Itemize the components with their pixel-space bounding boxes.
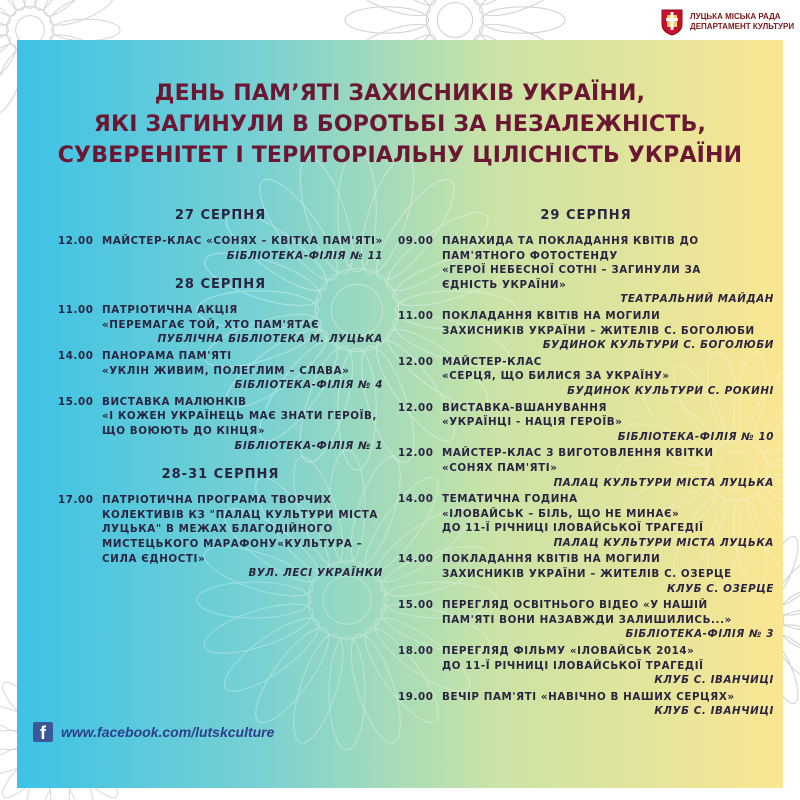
event-title-line: «СЕРЦЯ, ЩО БИЛИСЯ ЗА УКРАЇНУ»: [442, 370, 670, 383]
facebook-url[interactable]: www.facebook.com/lutskculture: [61, 724, 275, 740]
city-council-logo: [660, 8, 794, 36]
event-title-line: ВИСТАВКА-ВШАНУВАННЯ: [442, 401, 607, 414]
coat-of-arms-icon: [660, 8, 684, 36]
event-item: [58, 395, 383, 453]
date-heading: 29 СЕРПНЯ: [540, 208, 632, 223]
event-venue: БІБЛІОТЕКА-ФІЛІЯ № 4: [234, 379, 383, 392]
event-venue: ПУБЛІЧНА БІБЛІОТЕКА М. ЛУЦЬКА: [157, 333, 383, 346]
event-time: 11.00: [398, 309, 434, 322]
facebook-icon: f: [33, 722, 53, 742]
schedule-right-column: [398, 208, 774, 721]
event-title-line: МАЙСТЕР-КЛАС З ВИГОТОВЛЕННЯ КВІТКИ: [442, 447, 714, 460]
event-venue: БУДИНОК КУЛЬТУРИ С. БОГОЛЮБИ: [542, 339, 774, 352]
event-title-line: МИСТЕЦЬКОГО МАРАФОНУ«КУЛЬТУРА –: [102, 537, 363, 550]
title-line: СУВЕРЕНІТЕТ І ТЕРИТОРІАЛЬНУ ЦІЛІСНІСТЬ УКРАЇНИ: [57, 143, 743, 168]
event-item: [398, 690, 774, 719]
event-time: 18.00: [398, 645, 434, 658]
event-title-line: МАЙСТЕР-КЛАС «СОНЯХ – КВІТКА ПАМ'ЯТІ»: [102, 235, 383, 247]
event-title-line: «УКРАЇНЦІ - НАЦІЯ ГЕРОЇВ»: [442, 416, 623, 429]
date-heading: 27 СЕРПНЯ: [174, 208, 267, 223]
event-time: 19.00: [398, 690, 434, 703]
event-title-line: ЛУЦЬКА" В МЕЖАХ БЛАГОДІЙНОГО: [102, 523, 333, 536]
event-time: 11.00: [58, 304, 94, 317]
event-venue: ПАЛАЦ КУЛЬТУРИ МІСТА ЛУЦЬКА: [553, 536, 774, 549]
event-item: [398, 355, 774, 399]
event-item: [398, 644, 774, 688]
event-time: 14.00: [398, 493, 434, 506]
event-time: 09.00: [398, 235, 434, 247]
event-item: [398, 492, 774, 550]
event-title-line: СИЛА ЄДНОСТІ»: [102, 552, 206, 565]
event-title-line: МАЙСТЕР-КЛАС: [442, 355, 542, 368]
event-venue: ВУЛ. ЛЕСІ УКРАЇНКИ: [248, 567, 383, 580]
event-item: [398, 309, 774, 353]
event-title-line: ПАНОРАМА ПАМ'ЯТІ: [102, 349, 232, 362]
event-title-line: ПАТРІОТИЧНА АКЦІЯ: [102, 304, 238, 317]
event-title-line: КОЛЕКТИВІВ КЗ "ПАЛАЦ КУЛЬТУРИ МІСТА: [102, 508, 378, 521]
date-heading: 28-31 СЕРПНЯ: [161, 467, 280, 483]
event-title-line: ПЕРЕГЛЯД ФІЛЬМУ «ІЛОВАЙСЬК 2014»: [442, 645, 695, 658]
event-venue: КЛУБ С. ІВАНЧИЦІ: [654, 674, 774, 687]
event-item: [398, 446, 774, 490]
event-time: 12.00: [398, 401, 434, 414]
event-title-line: ПАМ'ЯТІ ВОНИ НАЗАВЖДИ ЗАЛИШИЛИСЬ...»: [442, 613, 732, 626]
event-title-line: «УКЛІН ЖИВИМ, ПОЛЕГЛИМ – СЛАВА»: [102, 364, 350, 377]
page-title: [17, 78, 783, 171]
event-title-line: ПАТРІОТИЧНА ПРОГРАМА ТВОРЧИХ: [102, 494, 332, 507]
event-venue: ПАЛАЦ КУЛЬТУРИ МІСТА ЛУЦЬКА: [553, 476, 774, 489]
event-title-line: «ІЛОВАЙСЬК – БІЛЬ, ЩО НЕ МИНАЄ»: [442, 507, 680, 520]
event-title-line: ПАМ'ЯТНОГО ФОТОСТЕНДУ: [442, 249, 618, 262]
event-title-line: ПАНАХИДА ТА ПОКЛАДАННЯ КВІТІВ ДО: [442, 235, 699, 247]
event-item: [398, 234, 774, 307]
event-title-line: ТЕМАТИЧНА ГОДИНА: [442, 493, 578, 506]
event-title-line: ПЕРЕГЛЯД ОСВІТНЬОГО ВІДЕО «У НАШІЙ: [442, 599, 708, 612]
event-item: [58, 303, 383, 347]
event-item: [58, 349, 383, 393]
facebook-link[interactable]: [33, 722, 274, 742]
event-item: [398, 552, 774, 596]
event-time: 17.00: [58, 494, 94, 507]
event-time: 14.00: [58, 349, 94, 362]
event-time: 15.00: [58, 395, 94, 408]
event-time: 12.00: [58, 235, 94, 247]
event-venue: БІБЛІОТЕКА-ФІЛІЯ № 11: [226, 249, 383, 262]
event-item: [58, 493, 383, 581]
event-title-line: ДО 11-Ї РІЧНИЦІ ІЛОВАЙСЬКОЇ ТРАГЕДІЇ: [442, 659, 704, 672]
event-time: 12.00: [398, 355, 434, 368]
title-line: ДЕНЬ ПАМ’ЯТІ ЗАХИСНИКІВ УКРАЇНИ,: [154, 81, 646, 106]
event-title-line: ВИСТАВКА МАЛЮНКІВ: [102, 395, 247, 408]
logo-line-2: ДЕПАРТАМЕНТ КУЛЬТУРИ: [690, 22, 795, 31]
event-title-line: ПОКЛАДАННЯ КВІТІВ НА МОГИЛИ: [442, 553, 661, 566]
event-title-line: «СОНЯХ ПАМ'ЯТІ»: [442, 461, 558, 474]
event-title-line: ЄДНІСТЬ УКРАЇНИ»: [442, 278, 567, 291]
event-venue: БІБЛІОТЕКА-ФІЛІЯ № 1: [234, 439, 383, 452]
event-title-line: ПОКЛАДАННЯ КВІТІВ НА МОГИЛИ: [442, 309, 661, 322]
event-venue: КЛУБ С. ОЗЕРЦЕ: [666, 582, 774, 595]
event-title-line: «І КОЖЕН УКРАЇНЕЦЬ МАЄ ЗНАТИ ГЕРОЇВ,: [102, 410, 377, 423]
event-title-line: «ГЕРОЇ НЕБЕСНОЇ СОТНІ – ЗАГИНУЛИ ЗА: [442, 264, 701, 277]
event-title-line: «ПЕРЕМАГАЄ ТОЙ, ХТО ПАМ'ЯТАЄ: [102, 318, 320, 331]
event-venue: БІБЛІОТЕКА-ФІЛІЯ № 3: [625, 628, 774, 641]
date-heading: 28 СЕРПНЯ: [174, 277, 267, 293]
event-title-line: ДО 11-Ї РІЧНИЦІ ІЛОВАЙСЬКОЇ ТРАГЕДІЇ: [442, 522, 704, 535]
event-item: [398, 401, 774, 445]
logo-line-1: ЛУЦЬКА МІСЬКА РАДА: [690, 12, 781, 21]
event-title-line: ВЕЧІР ПАМ'ЯТІ «НАВІЧНО В НАШИХ СЕРЦЯХ»: [442, 690, 735, 703]
event-title-line: ЩО ВОЮЮТЬ ДО КІНЦЯ»: [102, 424, 266, 437]
title-line: ЯКІ ЗАГИНУЛИ В БОРОТЬБІ ЗА НЕЗАЛЕЖНІСТЬ,: [93, 112, 707, 137]
event-item: [398, 598, 774, 642]
event-item: [58, 234, 383, 263]
event-venue: БІБЛІОТЕКА-ФІЛІЯ № 10: [617, 430, 774, 443]
event-venue: БУДИНОК КУЛЬТУРИ С. РОКИНІ: [567, 384, 774, 397]
event-venue: КЛУБ С. ІВАНЧИЦІ: [654, 705, 774, 718]
event-title-line: ЗАХИСНИКІВ УКРАЇНИ – ЖИТЕЛІВ С. БОГОЛЮБИ: [442, 324, 755, 337]
event-time: 14.00: [398, 553, 434, 566]
schedule-left-column: [58, 208, 383, 583]
event-time: 15.00: [398, 599, 434, 612]
event-title-line: ЗАХИСНИКІВ УКРАЇНИ – ЖИТЕЛІВ С. ОЗЕРЦЕ: [442, 568, 732, 581]
event-time: 12.00: [398, 447, 434, 460]
event-venue: ТЕАТРАЛЬНИЙ МАЙДАН: [620, 293, 774, 306]
